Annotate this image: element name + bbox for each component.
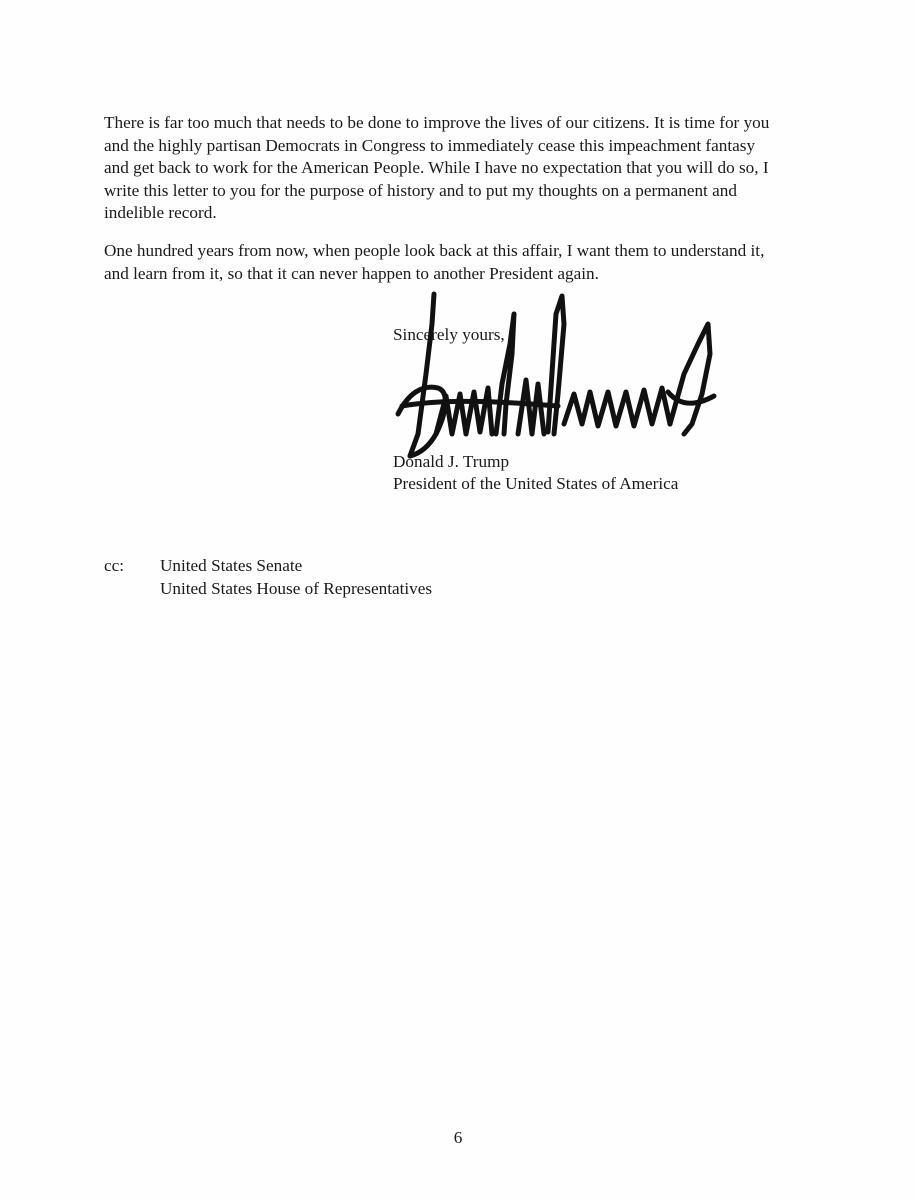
body-paragraph-1	[104, 112, 834, 225]
signer-title: President of the United States of America	[393, 474, 679, 493]
paragraph-line: and the highly partisan Democrats in Congress to immediately cease this impeachment fantasy	[104, 135, 756, 155]
closing-salutation: Sincerely yours,	[393, 325, 505, 344]
paragraph-line: There is far too much that needs to be done to improve the lives of our citizens. It is time for you	[104, 113, 770, 132]
cc-recipient: United States House of Representatives	[160, 578, 433, 598]
cc-recipient-list	[160, 555, 432, 600]
paragraph-line: and learn from it, so that it can never happen to another President again.	[104, 263, 599, 283]
paragraph-line: One hundred years from now, when people look back at this affair, I want them to understand it,	[104, 241, 765, 260]
paragraph-line: write this letter to you for the purpose of history and to put my thoughts on a permanent and	[104, 180, 737, 200]
paragraph-line: and get back to work for the American People. While I have no expectation that you will do so, I	[104, 158, 769, 177]
signature-image	[388, 284, 728, 464]
body-paragraph-2	[104, 240, 834, 285]
paragraph-line: indelible record.	[104, 203, 217, 222]
signer-name: Donald J. Trump	[393, 452, 510, 471]
cc-label: cc:	[104, 556, 125, 575]
page-number: 6	[453, 1128, 463, 1147]
cc-recipient: United States Senate	[160, 556, 303, 575]
